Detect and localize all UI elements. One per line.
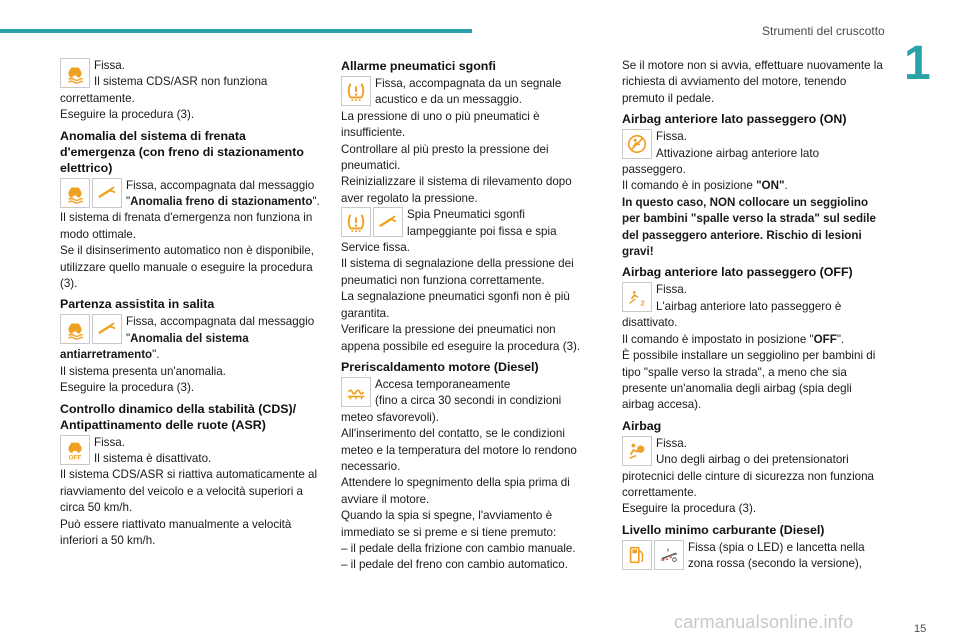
text-line: Fissa, accompagnata da un segnale acustico e da un messaggio.: [375, 77, 562, 107]
wrench-icon: [92, 178, 122, 208]
text-line: Fissa, accompagnata dal messaggio ": [126, 178, 315, 209]
message-text: Anomalia del sistema antiarretramento: [60, 331, 249, 362]
text-line: Il sistema è disattivato.: [94, 451, 212, 465]
section-title: Strumenti del cruscotto: [762, 24, 885, 38]
low-fuel-entry: [622, 540, 884, 573]
text-line: Il sistema CDS/ASR non funziona correttamente.: [60, 75, 268, 105]
text-line: (fino a circa 30 secondi in condizioni meteo sfavorevoli).: [341, 394, 562, 424]
text-line: Il comando è impostato in posizione ": [622, 332, 814, 346]
airbag-off-entry: [622, 282, 884, 413]
text-line: L'airbag anteriore lato passeggero è disattivato.: [622, 299, 842, 330]
section-heading: Partenza assistita in salita: [60, 297, 215, 312]
tyre-pressure-entry: [341, 76, 596, 207]
text-line: Fissa.: [656, 436, 687, 450]
text-line: Attivazione airbag anteriore lato passeggero.: [622, 146, 820, 177]
text-line: Il comando è in posizione: [622, 179, 757, 193]
text-line: Reinizializzare il sistema di rilevamento dopo aver regolato la pressione.: [341, 175, 572, 205]
text-line: Il sistema presenta un'anomalia.: [60, 364, 226, 378]
column-2: [341, 58, 596, 574]
skid-off-icon: [60, 435, 90, 465]
airbag-fault-entry: [622, 436, 884, 518]
text-line: ".: [312, 195, 320, 209]
text-line: La segnalazione pneumatici sgonfi non è più garantita.: [341, 290, 570, 320]
text-line: È possibile installare un seggiolino per bambini di tipo "spalle verso la strada", a meno che sia presente un'anomalia degli airbag (spia degli airbag accesa).: [622, 349, 876, 412]
tyre-pressure-icon: [341, 76, 371, 106]
text-line: Può essere riattivato manualmente a velocità inferiori a 50 km/h.: [60, 517, 292, 547]
wrench-icon: [373, 207, 403, 237]
emergency-brake-fault-entry: [60, 178, 322, 293]
section-heading: Anomalia del sistema di frenata d'emergenza (con freno di stazionamento elettrico): [60, 128, 304, 175]
wrench-icon: [92, 314, 122, 344]
svg-text:OFF: OFF: [68, 454, 82, 461]
column-3: [622, 58, 884, 573]
text-line: Fissa, accompagnata dal messaggio ": [126, 315, 315, 345]
tyre-pressure-fault-entry: [341, 207, 596, 355]
list-item: – il pedale della frizione con cambio manuale.: [341, 541, 576, 555]
text-line: Il sistema CDS/ASR si riattiva automaticamente al riavviamento del veicolo e a velocità superiori a circa 50 km/h.: [60, 468, 318, 515]
position-value: "ON": [756, 179, 785, 193]
skid-warning-icon: [60, 178, 90, 208]
preheating-entry: [341, 377, 596, 574]
intro-text: Se il motore non si avvia, effettuare nuovamente la richiesta di avviamento del motore, tenendo premuto il pedale.: [622, 59, 883, 105]
section-heading: Airbag anteriore lato passeggero (OFF): [622, 265, 853, 280]
text-line: Eseguire la procedura (3).: [622, 502, 757, 516]
text-line: Il sistema di frenata d'emergenza non funziona in modo ottimale.: [60, 211, 313, 241]
section-heading: Airbag anteriore lato passeggero (ON): [622, 112, 847, 127]
text-line: La pressione di uno o più pneumatici è insufficiente.: [341, 109, 540, 140]
list-item: – il pedale del freno con cambio automatico.: [341, 558, 568, 572]
glow-plug-icon: [341, 377, 371, 407]
text-line: Accesa temporaneamente: [375, 377, 511, 391]
text-line: Fissa.: [656, 283, 687, 297]
chapter-number: 1: [904, 37, 931, 90]
text-line: ".: [836, 332, 845, 346]
text-line: Il sistema di segnalazione della pressione dei pneumatici non funziona correttamente.: [341, 257, 574, 287]
text-line: Eseguire la procedura (3).: [60, 108, 195, 122]
watermark: carmanualsonline.info: [674, 612, 854, 632]
position-value: OFF: [813, 332, 837, 346]
text-line: Fissa.: [94, 435, 125, 449]
text-line: .: [784, 179, 788, 193]
fuel-gauge-icon: [654, 540, 684, 570]
text-line: ".: [152, 348, 160, 362]
section-heading: Allarme pneumatici sgonfi: [341, 59, 496, 73]
text-line: Se il disinserimento automatico non è disponibile, utilizzare quello manuale o eseguire la procedura (3).: [60, 244, 314, 291]
fuel-pump-icon: [622, 540, 652, 570]
text-line: Spia Pneumatici sgonfi lampeggiante poi fissa e spia Service fissa.: [341, 208, 557, 255]
cds-asr-off-entry: [60, 435, 322, 550]
message-text: Anomalia freno di stazionamento: [130, 195, 313, 209]
header-accent-bar: [0, 29, 472, 33]
text-line: Fissa.: [94, 59, 125, 72]
skid-warning-icon: [60, 58, 90, 88]
text-line: Fissa.: [656, 130, 687, 144]
text-line: Fissa (spia o LED) e lancetta nella zona rossa (secondo la versione),: [688, 540, 865, 571]
section-heading: Livello minimo carburante (Diesel): [622, 522, 825, 537]
airbag-icon: [622, 436, 652, 466]
airbag-on-entry: [622, 129, 884, 260]
passenger-airbag-off-icon: [622, 282, 652, 312]
text-line: All'inserimento del contatto, se le condizioni meteo e la temperatura del motore lo rendono necessario.: [341, 427, 577, 473]
text-line: Controllare al più presto la pressione dei pneumatici.: [341, 142, 549, 173]
text-line: Uno degli airbag o dei pretensionatori pirotecnici delle cinture di sicurezza non funziona correttamente.: [622, 453, 874, 499]
skid-warning-icon: [60, 314, 90, 344]
text-line: Verificare la pressione dei pneumatici non appena possibile ed eseguire la procedura (3).: [341, 323, 581, 353]
section-heading: Preriscaldamento motore (Diesel): [341, 359, 539, 374]
hill-start-fault-entry: [60, 314, 322, 396]
text-line: Eseguire la procedura (3).: [60, 381, 195, 395]
section-heading: Controllo dinamico della stabilità (CDS)/ Antipattinamento delle ruote (ASR): [60, 401, 297, 432]
text-line: Quando la spia si spegne, l'avviamento è immediato se si preme e si tiene premuto:: [341, 509, 557, 539]
page-number: 15: [914, 623, 927, 635]
section-heading: Airbag: [622, 418, 662, 433]
svg-text:2: 2: [640, 298, 645, 308]
tyre-pressure-icon: [341, 207, 371, 237]
column-1: [60, 58, 322, 549]
warning-text: In questo caso, NON collocare un seggiolino per bambini "spalle verso la strada" sul sedile del passeggero anteriore. Rischio di lesioni gravi!: [622, 195, 876, 259]
text-line: Attendere lo spegnimento della spia prima di avviare il motore.: [341, 476, 570, 506]
passenger-airbag-on-icon: [622, 129, 652, 159]
cds-asr-fault-entry: [60, 58, 322, 124]
